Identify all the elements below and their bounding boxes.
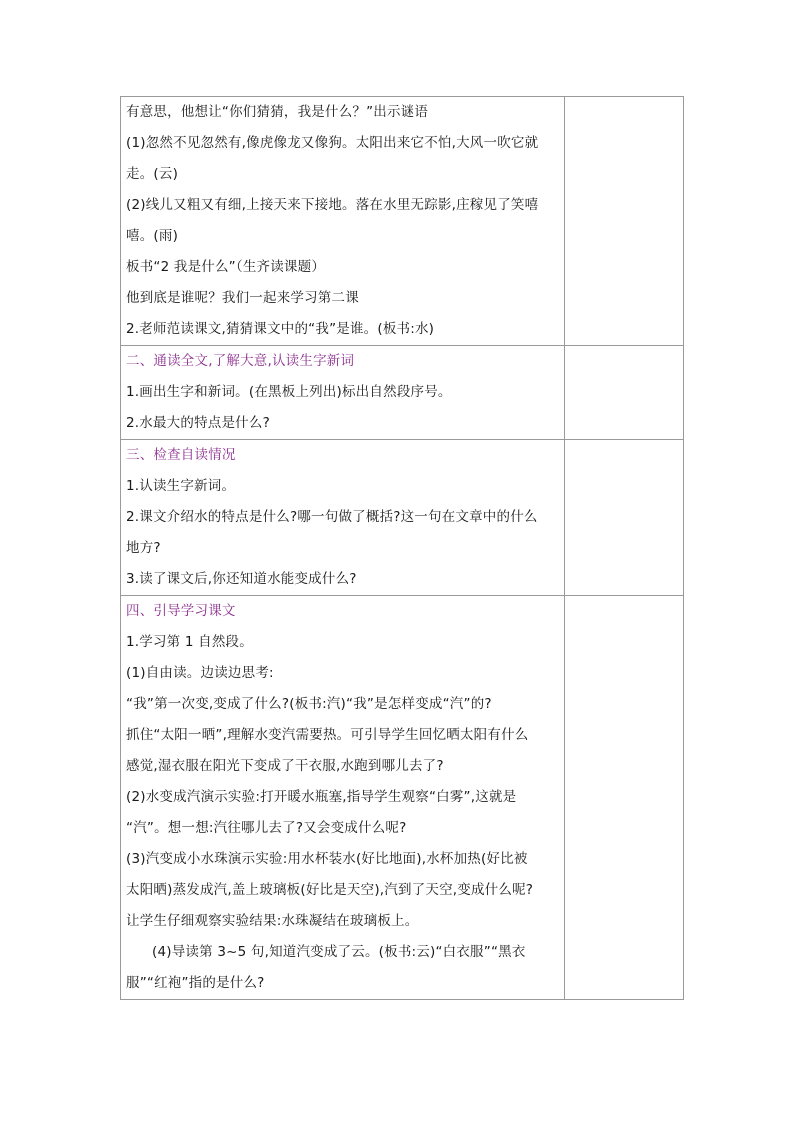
text-line: 太阳晒)蒸发成汽,盖上玻璃板(好比是天空),汽到了天空,变成什么呢? [126,882,534,898]
text-line: 服”“红袍”指的是什么? [126,975,265,991]
text-line: (4)导读第 3~5 句,知道汽变成了云。(板书:云)“白衣服”“黑衣 [152,944,526,960]
text-line: 2.课文介绍水的特点是什么?哪一句做了概括?这一句在文章中的什么 [126,509,538,525]
text-line: (1)自由读。边读边思考: [126,665,274,681]
text-line: 3.读了课文后,你还知道水能变成什么? [126,571,357,587]
text-line: 让学生仔细观察实验结果:水珠凝结在玻璃板上。 [126,913,419,929]
notes-cell [565,97,684,346]
section-heading: 三、检查自读情况 [126,447,236,463]
text-line: “汽”。想一想:汽往哪儿去了?又会变成什么呢? [126,820,407,836]
text-line: 走。(云) [126,166,179,182]
section-content-cell [121,346,565,440]
text-line: 嘻。(雨) [126,228,179,244]
text-line: 1.认读生字新词。 [126,478,236,494]
section-content-cell [121,596,565,1000]
section-content-cell [121,440,565,596]
text-line: 2.老师范读课文,猜猜课文中的“我”是谁。(板书:水) [126,321,435,337]
text-line: (3)汽变成小水珠演示实验:用水杯装水(好比地面),水杯加热(好比被 [126,851,528,867]
text-line: (2)线儿又粗又有细,上接天来下接地。落在水里无踪影,庄稼见了笑嘻 [126,197,539,213]
notes-cell [565,596,684,1000]
section-heading: 四、引导学习课文 [126,603,236,619]
section-row [121,97,684,346]
text-line: (1)忽然不见忽然有,像虎像龙又像狗。太阳出来它不怕,大风一吹它就 [126,135,539,151]
text-line: 他到底是谁呢？我们一起来学习第二课 [126,290,359,306]
section-row [121,440,684,596]
text-line: 感觉,湿衣服在阳光下变成了干衣服,水跑到哪儿去了? [126,758,444,774]
lesson-plan-table [120,96,684,1000]
text-line: (2)水变成汽演示实验:打开暖水瓶塞,指导学生观察“白雾”,这就是 [126,789,517,805]
section-content-cell [121,97,565,346]
text-line: “我”第一次变,变成了什么?(板书:汽)“我”是怎样变成“汽”的? [126,696,492,712]
text-line: 有意思，他想让“你们猜猜，我是什么？”出示谜语 [126,104,429,120]
notes-cell [565,346,684,440]
text-line: 地方? [126,540,161,556]
notes-cell [565,440,684,596]
text-line: 板书“2 我是什么”（生齐读课题） [126,259,326,275]
text-line: 1.画出生字和新词。(在黑板上列出)标出自然段序号。 [126,384,452,400]
text-line: 2.水最大的特点是什么? [126,415,270,431]
text-line: 抓住“太阳一晒”,理解水变汽需要热。可引导学生回忆晒太阳有什么 [126,727,529,743]
section-heading: 二、通读全文,了解大意,认读生字新词 [126,353,355,369]
text-line: 1.学习第 1 自然段。 [126,634,253,650]
section-row [121,596,684,1000]
section-row [121,346,684,440]
